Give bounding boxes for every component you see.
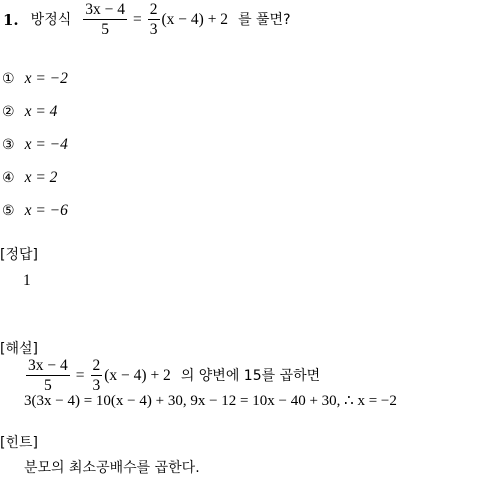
exp-lhs-numerator: 3x − 4 bbox=[26, 358, 70, 376]
exp-rhs-rest: (x − 4) + 2 bbox=[104, 367, 171, 385]
choice-4[interactable] bbox=[2, 170, 57, 186]
answer-label: [정답] bbox=[0, 247, 38, 263]
choice-marker: ① bbox=[2, 71, 15, 87]
explanation-equation bbox=[24, 358, 171, 395]
answer-value: 1 bbox=[23, 272, 31, 289]
question-equation bbox=[81, 2, 228, 39]
explanation-line1 bbox=[24, 358, 320, 394]
rhs-rest: (x − 4) + 2 bbox=[161, 11, 229, 29]
choice-text: x = 2 bbox=[24, 169, 58, 186]
exp-equals-sign: = bbox=[75, 367, 85, 385]
equals-sign: = bbox=[133, 11, 142, 29]
rhs-fraction bbox=[148, 2, 160, 39]
choice-text: x = 4 bbox=[24, 103, 58, 120]
rhs-numerator: 2 bbox=[148, 2, 160, 20]
choice-marker: ② bbox=[2, 104, 15, 120]
hint-text: 분모의 최소공배수를 곱한다. bbox=[24, 460, 200, 476]
explanation-label: [해설] bbox=[0, 341, 38, 357]
exp-lhs-fraction bbox=[26, 358, 70, 395]
question-number: 1. bbox=[3, 10, 19, 29]
choice-5[interactable] bbox=[2, 203, 68, 219]
choice-marker: ③ bbox=[2, 137, 15, 153]
choice-marker: ⑤ bbox=[2, 203, 15, 219]
question-suffix: 를 풀면? bbox=[238, 12, 291, 28]
choice-text: x = −4 bbox=[24, 136, 68, 153]
choice-3[interactable] bbox=[2, 137, 68, 153]
lhs-numerator: 3x − 4 bbox=[83, 2, 127, 20]
question-line bbox=[3, 2, 291, 38]
exp-rhs-numerator: 2 bbox=[91, 358, 103, 376]
choice-text: x = −6 bbox=[24, 202, 68, 219]
choice-marker: ④ bbox=[2, 170, 15, 186]
choice-1[interactable] bbox=[2, 71, 68, 87]
exp-rhs-denominator: 3 bbox=[92, 377, 101, 394]
choice-text: x = −2 bbox=[24, 70, 68, 87]
choice-2[interactable] bbox=[2, 104, 57, 120]
lhs-fraction bbox=[83, 2, 127, 39]
explanation-line1-text: 의 양변에 15를 곱하면 bbox=[180, 368, 321, 384]
exp-rhs-fraction bbox=[91, 358, 103, 395]
exp-lhs-denominator: 5 bbox=[44, 377, 52, 394]
hint-label: [힌트] bbox=[0, 435, 38, 451]
lhs-denominator: 5 bbox=[101, 21, 109, 38]
question-prefix: 방정식 bbox=[30, 12, 72, 28]
rhs-denominator: 3 bbox=[149, 21, 158, 38]
explanation-line2: 3(3x − 4) = 10(x − 4) + 30, 9x − 12 = 10x − 40 + 30, ∴ x = −2 bbox=[24, 393, 397, 409]
